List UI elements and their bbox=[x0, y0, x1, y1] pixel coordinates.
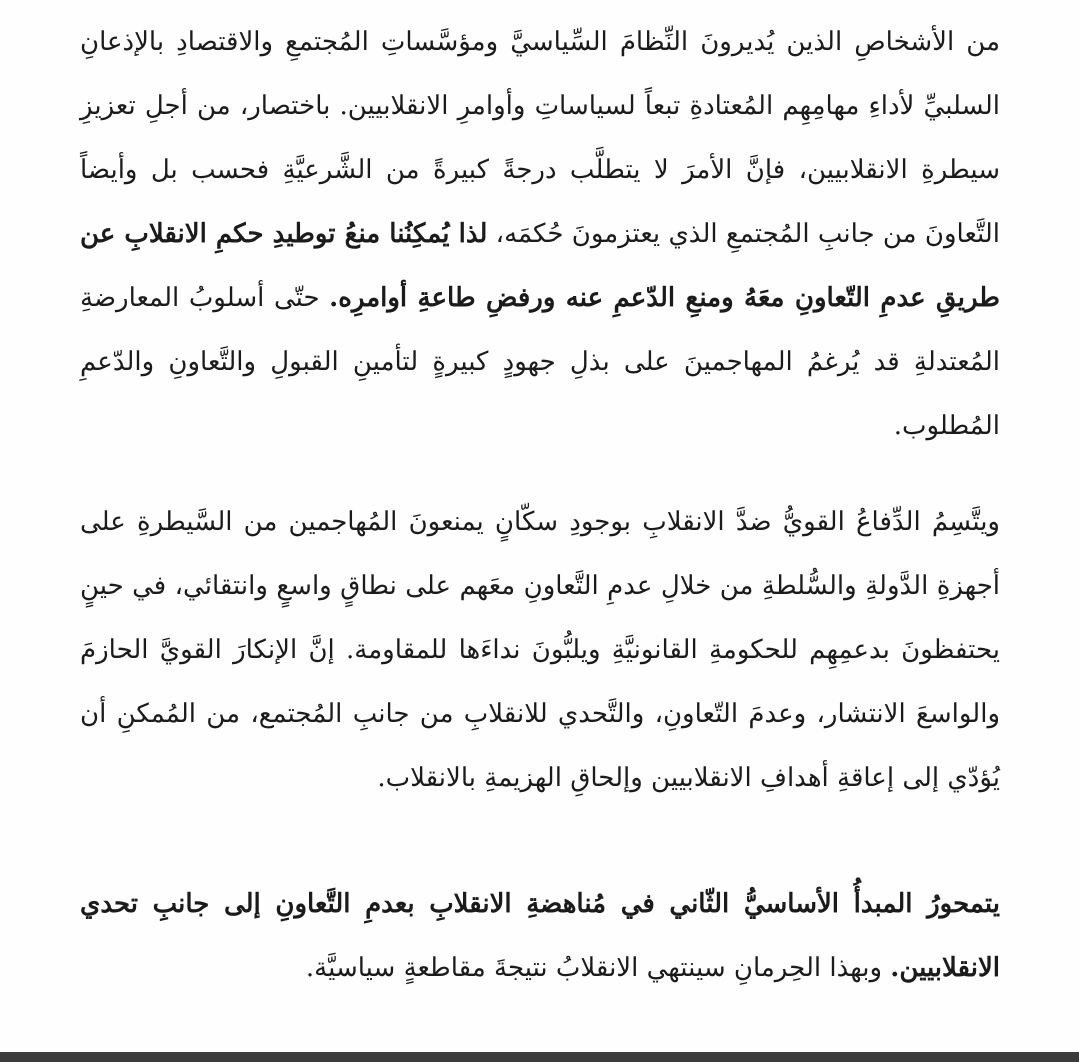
paragraph-3 bbox=[80, 872, 1000, 1000]
paragraph-3-bold: يتمحورُ المبدأُ الأساسيُّ الثّاني في مُناهضةِ الانقلابِ بعدمِ التَّعاونِ إلى جانبِ تحدي الانقلابيين. bbox=[80, 889, 1000, 983]
paragraph-2-text: ويتَّسِمُ الدِّفاعُ القويُّ ضدَّ الانقلابِ بوجودِ سكّانٍ يمنعونَ المُهاجمين من السَّيطرةِ على أجهزةِ الدَّولةِ والسُّلطةِ من خلالِ عدمِ التَّعاونِ معَهم على نطاقٍ واسعٍ وانتقائي، في حينٍ يحتفظونَ بدعمِهِم للحكومةِ القانونيَّةِ ويلبُّونَ نداءَها للمقاومة. إنَّ الإنكارَ القويَّ الحازمَ والواسعَ الانتشار، وعدمَ التّعاونِ، والتَّحدي للانقلابِ من جانبِ المُجتمع، من المُمكنِ أن يُؤدّي إلى إعاقةِ أهدافِ الانقلابيين وإلحاقِ الهزيمةِ بالانقلاب. bbox=[80, 507, 1000, 793]
paragraph-2 bbox=[80, 490, 1000, 810]
paragraph-1-text-b: حتّى أسلوبُ المعارضةِ المُعتدلةِ قد يُرغمُ المهاجمينَ على بذلِ جهودٍ كبيرةٍ لتأمينِ القبولِ والتَّعاونِ والدّعمِ المُطلوب. bbox=[80, 283, 1000, 441]
bottom-divider-bar bbox=[0, 1052, 1079, 1062]
paragraph-1 bbox=[80, 10, 1000, 458]
paragraph-1-bold: لذا يُمكِنُنا منعُ توطيدِ حكمِ الانقلابِ عن طريقِ عدمِ التّعاونِ معَهُ ومنعِ الدّعمِ عنه ورفضِ طاعةِ أوامرِه. bbox=[80, 219, 1000, 313]
paragraph-3-text: وبهذا الحِرمانِ سينتهي الانقلابُ نتيجةَ مقاطعةٍ سياسيَّة. bbox=[305, 953, 891, 983]
paragraph-1-text-a: من الأشخاصِ الذين يُديرونَ النِّظامَ السِّياسيَّ ومؤسَّساتِ المُجتمعِ والاقتصادِ بالإذعانِ السلبيِّ لأداءِ مهامِهِم المُعتادةِ تبعاً لسياساتِ وأوامرِ الانقلابيين. باختصار، من أجلِ تعزيزِ سيطرةِ الانقلابيين، فإنَّ الأمرَ لا يتطلَّب درجةً كبيرةً من الشَّرعيَّةِ فحسب بل وأيضاً التَّعاونَ من جانبِ المُجتمعِ الذي يعتزمونَ حُكمَه، bbox=[80, 27, 1000, 249]
